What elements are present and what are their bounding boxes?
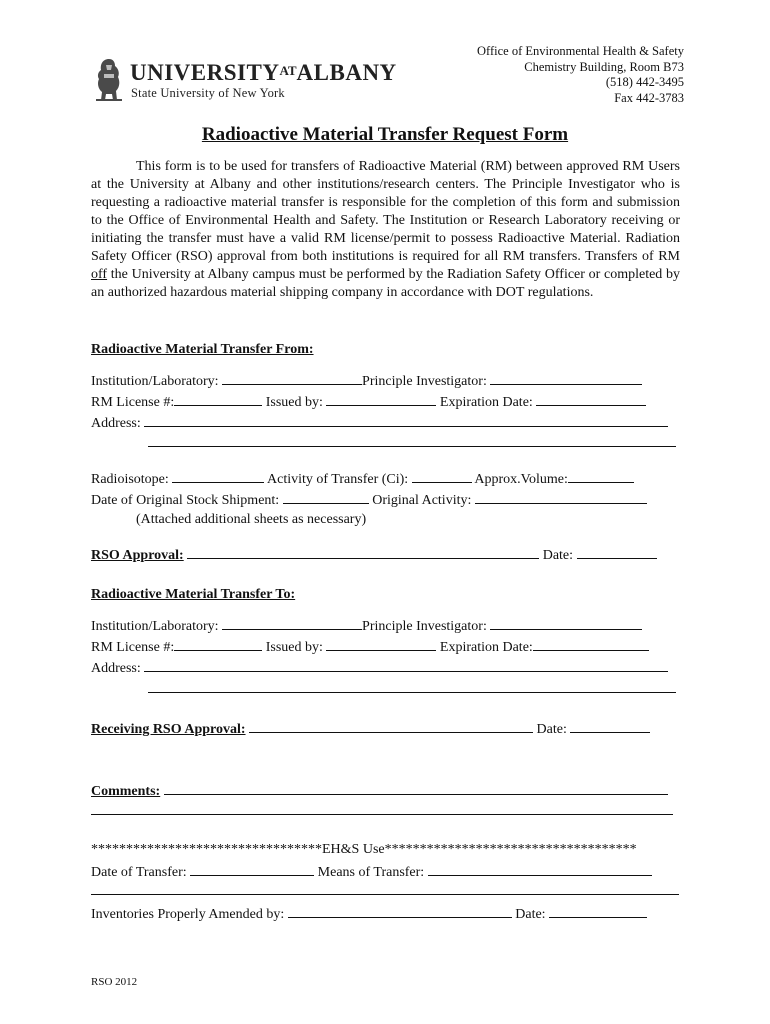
from-row-license	[91, 392, 691, 412]
university-subtitle: State University of New York	[131, 86, 285, 100]
to-row-institution	[91, 616, 691, 636]
ehs-extra-line[interactable]	[91, 894, 679, 895]
ehs-inventories-label: Inventories Properly Amended by:	[91, 907, 285, 922]
from-issued-label: Issued by:	[265, 395, 323, 410]
form-footer-code: RSO 2012	[91, 976, 138, 988]
to-row-address	[91, 658, 691, 678]
ehs-inventories-field[interactable]	[288, 904, 512, 918]
intro-paragraph	[91, 158, 680, 302]
from-address-line-2[interactable]	[148, 446, 676, 447]
from-address-label: Address:	[91, 416, 141, 431]
from-stock-field[interactable]	[283, 490, 369, 504]
from-radioisotope-label: Radioisotope:	[91, 472, 169, 487]
from-row-rso	[91, 545, 691, 565]
from-expiration-label: Expiration Date:	[439, 395, 533, 410]
from-address-field[interactable]	[144, 413, 668, 427]
from-license-label: RM License #:	[91, 395, 175, 410]
to-issued-field[interactable]	[326, 637, 436, 651]
university-logo	[92, 56, 397, 102]
to-rso-label: Receiving RSO Approval:	[91, 722, 246, 737]
to-license-field[interactable]	[174, 637, 262, 651]
from-original-activity-field[interactable]	[475, 490, 647, 504]
from-radioisotope-field[interactable]	[172, 469, 264, 483]
from-volume-label: Approx.Volume:	[474, 472, 568, 487]
to-issued-label: Issued by:	[265, 640, 323, 655]
from-volume-field[interactable]	[568, 469, 634, 483]
intro-text-1: This form is to be used for transfers of Radioactive Material (RM) between approved RM Users at the University at Albany and other institutions/research centers. The Principle Investigator who is requesting a radioactive material transfer is responsible for the completion of this form and submission to the Office of Environmental Health and Safety. The Institution or Research Laboratory receiving or initiating the transfer must have a valid RM license/permit to possess Radioactive Material. Radiation Safety Officer (RSO) approval from both institutions is required for all RM transfers. Transfers of RM	[91, 159, 680, 264]
to-row-rso	[91, 719, 691, 739]
from-license-field[interactable]	[174, 392, 262, 406]
ehs-row-inventories	[91, 904, 691, 924]
from-rso-date-label: Date:	[542, 548, 574, 563]
contact-office: Office of Environmental Health & Safety	[477, 44, 684, 58]
to-row-license	[91, 637, 691, 657]
from-activity-label: Activity of Transfer (Ci):	[267, 472, 409, 487]
from-activity-field[interactable]	[412, 469, 472, 483]
to-heading-line	[91, 586, 691, 604]
contact-phone: (518) 442-3495	[605, 75, 684, 89]
intro-emphasis: off	[91, 267, 108, 282]
to-heading: Radioactive Material Transfer To:	[91, 587, 296, 602]
university-name: $UNIVERSITY^{AT}ALBANY$	[130, 60, 397, 85]
from-issued-field[interactable]	[326, 392, 436, 406]
ehs-transfer-date-field[interactable]	[190, 862, 314, 876]
contact-building: Chemistry Building, Room B73	[524, 59, 684, 74]
from-heading-line	[91, 341, 691, 359]
from-expiration-field[interactable]	[536, 392, 646, 406]
ehs-banner: *********************************EH&S Use************************************	[91, 842, 637, 857]
from-rso-date-field[interactable]	[577, 545, 657, 559]
to-license-label: RM License #:	[91, 640, 175, 655]
ehs-transfer-date-label: Date of Transfer:	[91, 865, 187, 880]
to-institution-field[interactable]	[222, 616, 362, 630]
from-rso-field[interactable]	[187, 545, 539, 559]
to-institution-label: Institution/Laboratory:	[91, 619, 219, 634]
from-attach-note: (Attached additional sheets as necessary)	[136, 512, 367, 527]
minerva-seal-icon	[92, 56, 126, 102]
from-original-activity-label: Original Activity:	[372, 493, 472, 508]
from-heading: Radioactive Material Transfer From:	[91, 342, 314, 357]
ehs-date-label: Date:	[515, 907, 546, 922]
comments-row	[91, 781, 691, 801]
to-pi-label: Principle Investigator:	[362, 619, 487, 634]
to-expiration-field[interactable]	[533, 637, 649, 651]
ehs-date-field[interactable]	[549, 904, 647, 918]
intro-text-2: the University at Albany campus must be performed by the Radiation Safety Officer or completed by an authorized hazardous material shipping company in accordance with DOT regulations.	[91, 267, 680, 300]
contact-fax: Fax 442-3783	[614, 90, 684, 105]
to-rso-date-field[interactable]	[570, 719, 650, 733]
to-address-line-2[interactable]	[148, 692, 676, 693]
ehs-means-label: Means of Transfer:	[317, 865, 425, 880]
to-address-field[interactable]	[144, 658, 668, 672]
from-institution-field[interactable]	[222, 371, 362, 385]
to-address-label: Address:	[91, 661, 141, 676]
from-rso-label: RSO Approval:	[91, 548, 184, 563]
from-row-stock	[91, 490, 691, 510]
from-pi-label: Principle Investigator:	[362, 374, 487, 389]
form-title: Radioactive Material Transfer Request Form	[201, 124, 569, 145]
from-row-address	[91, 413, 691, 433]
from-row-isotope	[91, 469, 691, 489]
comments-field[interactable]	[164, 781, 668, 795]
to-rso-field[interactable]	[249, 719, 533, 733]
contact-info	[477, 44, 684, 106]
from-row-institution	[91, 371, 691, 391]
comments-line-2[interactable]	[91, 814, 673, 815]
to-expiration-label: Expiration Date:	[439, 640, 533, 655]
to-rso-date-label: Date:	[536, 722, 567, 737]
ehs-row-transfer	[91, 862, 691, 882]
from-pi-field[interactable]	[490, 371, 642, 385]
ehs-means-field[interactable]	[428, 862, 652, 876]
from-stock-label: Date of Original Stock Shipment:	[91, 493, 280, 508]
to-pi-field[interactable]	[490, 616, 642, 630]
comments-label: Comments:	[91, 784, 161, 799]
from-institution-label: Institution/Laboratory:	[91, 374, 219, 389]
